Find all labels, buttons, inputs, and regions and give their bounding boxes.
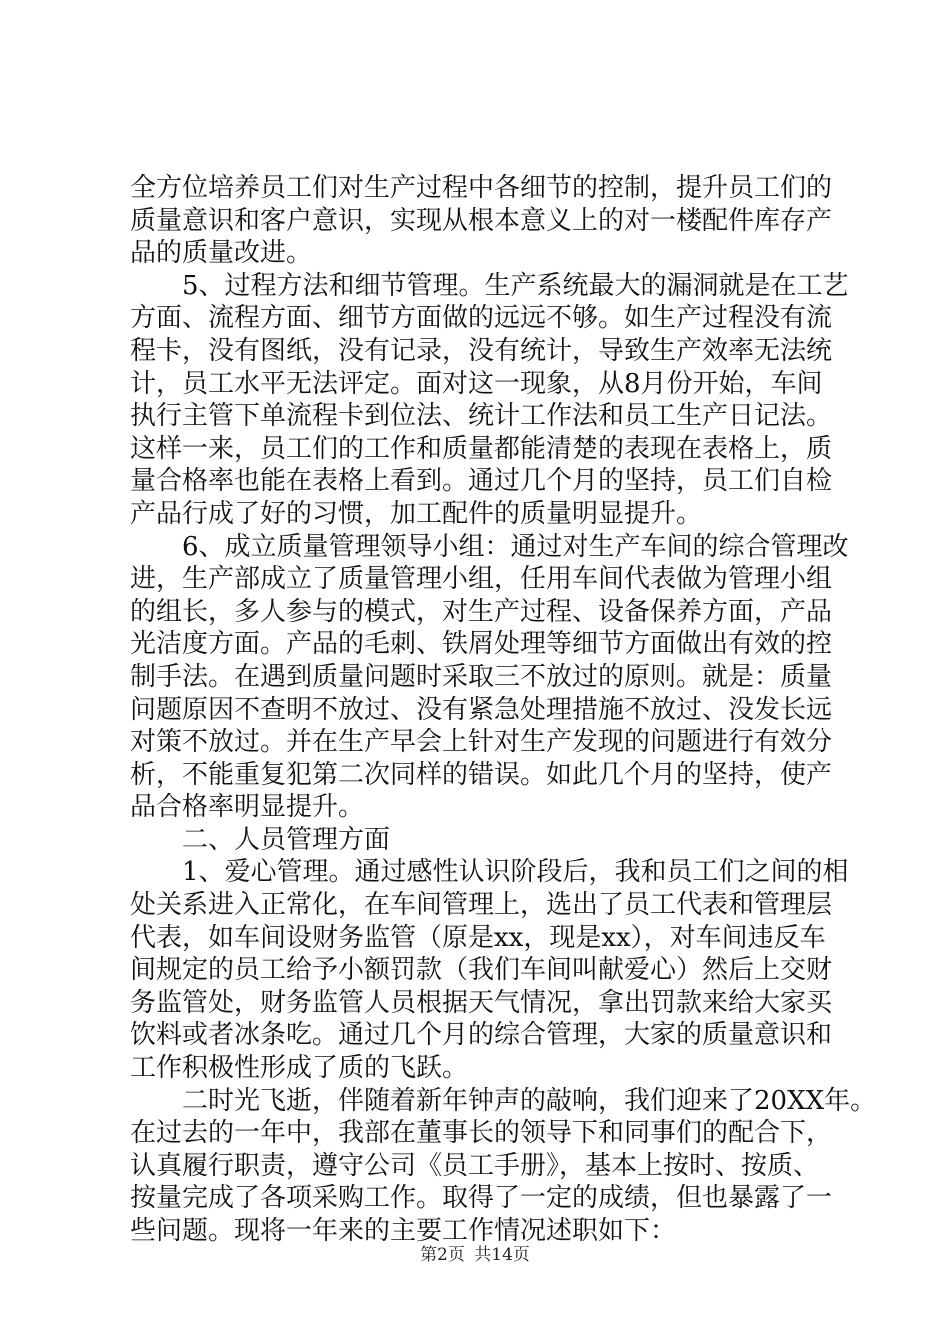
text-line: 些问题。现将一年来的主要工作情况述职如下： [130,1216,677,1246]
text-line: 饮料或者冰条吃。通过几个月的综合管理，大家的质量意识和 [130,1020,833,1051]
text-line: 方面、流程方面、细节方面做的远远不够。如生产过程没有流 [130,303,833,334]
text-line: 间规定的员工给予小额罚款（我们车间叫献爱心）然后上交财 [130,955,833,986]
text-line: 的组长，多人参与的模式，对生产过程、设备保养方面，产品 [130,596,833,627]
text-line: 代表，如车间设财务监管（原是xx，现是xx），对车间违反车 [130,922,826,953]
text-line: 问题原因不查明不放过、没有紧急处理措施不放过、没发长远 [130,694,833,725]
section-heading: 二、人员管理方面 [130,824,391,855]
text-line: 按量完成了各项采购工作。取得了一定的成绩，但也暴露了一 [130,1183,833,1214]
text-line: 品的质量改进。 [130,238,313,269]
document-body [130,172,877,1248]
text-line: 二时光飞逝，伴随着新年钟声的敲响，我们迎来了20XX年。 [130,1085,877,1116]
text-line: 全方位培养员工们对生产过程中各细节的控制，提升员工们的 [130,173,833,203]
text-line: 务监管处，财务监管人员根据天气情况，拿出罚款来给大家买 [130,987,833,1018]
total-pages: 共14页 [474,1245,530,1265]
text-line: 量合格率也能在表格上看到。通过几个月的坚持，员工们自检 [130,466,833,497]
text-line: 制手法。在遇到质量问题时采取三不放过的原则。就是：质量 [130,661,833,692]
text-line: 计，员工水平无法评定。面对这一现象，从8月份开始，车间 [130,368,823,399]
text-line: 析，不能重复犯第二次同样的错误。如此几个月的坚持，使产 [130,759,833,790]
text-line: 6、成立质量管理领导小组：通过对生产车间的综合管理改 [130,531,849,562]
text-line: 质量意识和客户意识，实现从根本意义上的对一楼配件库存产 [130,205,833,236]
text-line: 产品行成了好的习惯，加工配件的质量明显提升。 [130,498,703,529]
text-line: 执行主管下单流程卡到位法、统计工作法和员工生产日记法。 [130,401,833,432]
text-line: 认真履行职责，遵守公司《员工手册》，基本上按时、按质、 [130,1150,820,1181]
text-line: 工作积极性形成了质的飞跃。 [130,1053,469,1084]
text-line: 进，生产部成立了质量管理小组，任用车间代表做为管理小组 [130,564,833,595]
text-line: 处关系进入正常化，在车间管理上，选出了员工代表和管理层 [130,890,833,921]
text-line: 1、爱心管理。通过感性认识阶段后，我和员工们之间的相 [130,857,849,888]
text-line: 品合格率明显提升。 [130,792,365,823]
page-footer [0,1240,950,1265]
text-line: 程卡，没有图纸，没有记录，没有统计，导致生产效率无法统 [130,335,833,366]
text-line: 对策不放过。并在生产早会上针对生产发现的问题进行有效分 [130,727,833,758]
text-line: 5、过程方法和细节管理。生产系统最大的漏洞就是在工艺 [130,270,849,301]
text-line: 这样一来，员工们的工作和质量都能清楚的表现在表格上，质 [130,433,833,464]
page-number: 第2页 [420,1245,465,1265]
text-line: 光洁度方面。产品的毛刺、铁屑处理等细节方面做出有效的控 [130,629,833,660]
text-line: 在过去的一年中，我部在董事长的领导下和同事们的配合下， [130,1118,833,1149]
